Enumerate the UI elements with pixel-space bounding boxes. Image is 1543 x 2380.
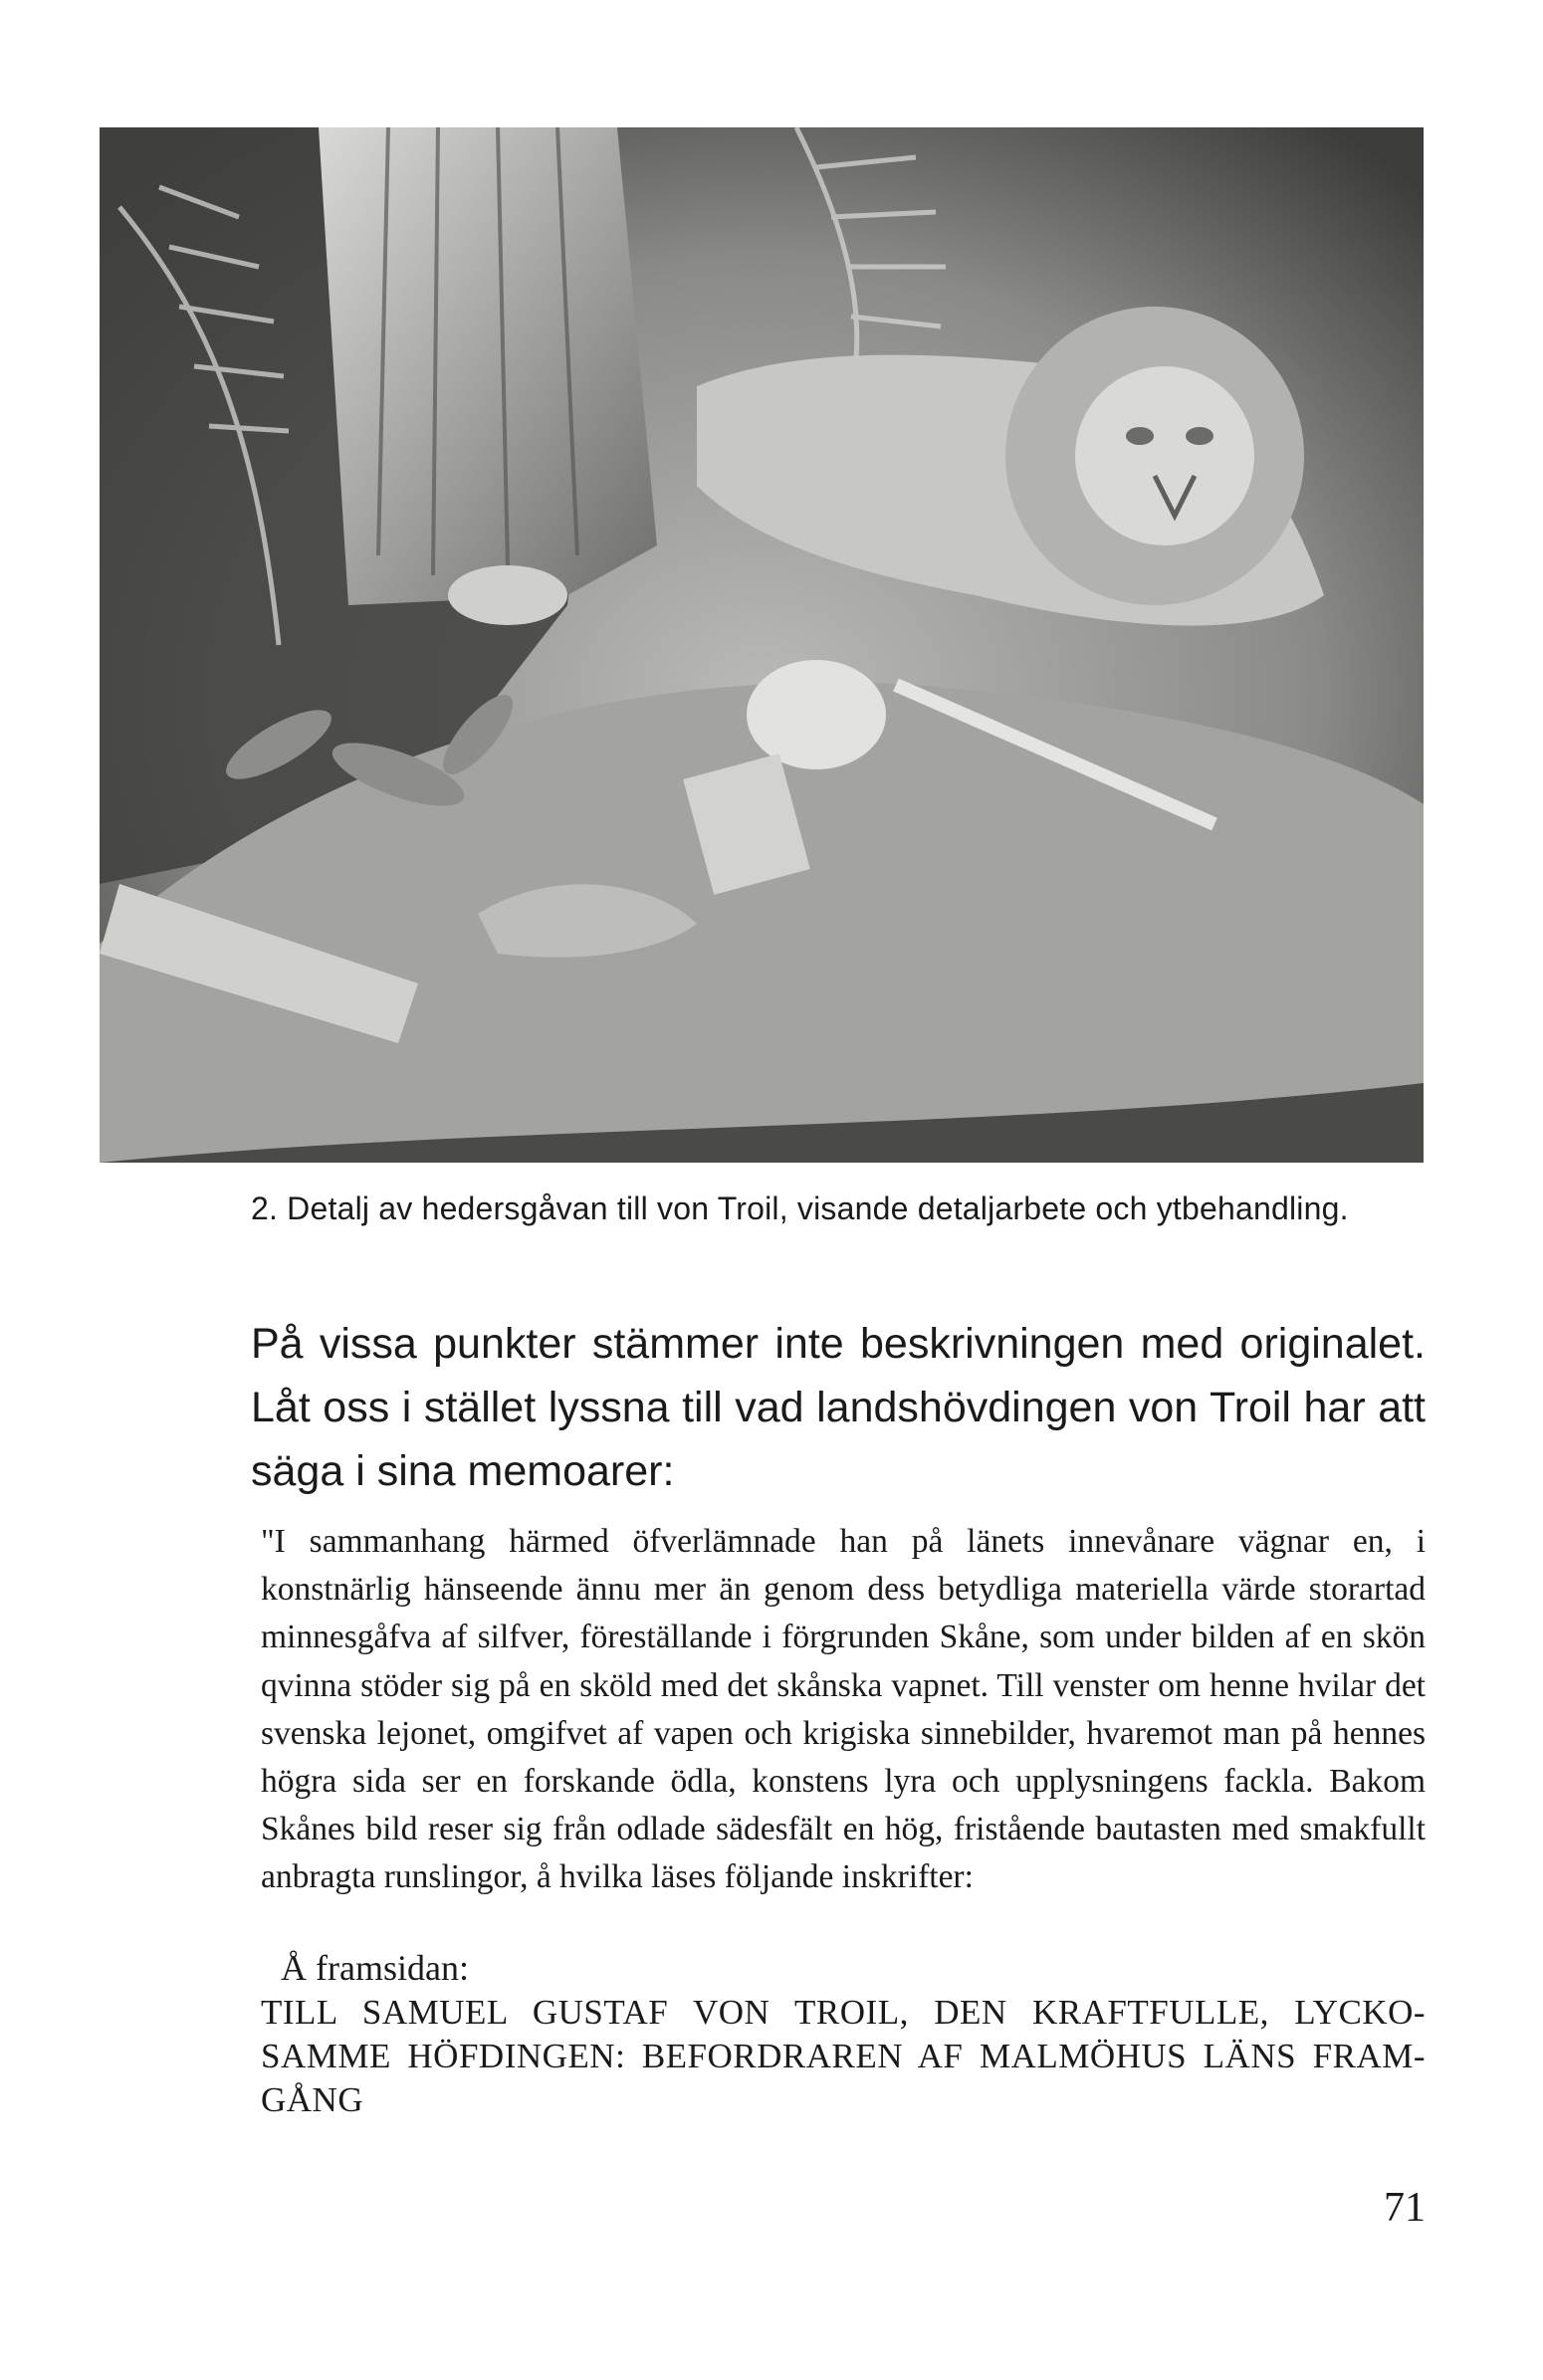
inscription-text: TILL SAMUEL GUSTAF VON TROIL, DEN KRAFTFULLE, LYCKO-SAMME HÖFDINGEN: BEFORDRAREN AF MALMÖHUS LÄNS FRAM-GÅNG — [261, 1993, 1426, 2119]
memoir-quote: "I sammanhang härmed öfverlämnade han på länets innevånare vägnar en, i konstnärlig hänseende ännu mer än genom dess betydliga materiella värde storartad minnesgåfva af silfver, föreställande i förgrunden Skåne, som under bilden af en skön qvinna stöder sig på en sköld med det skånska vapnet. Till venster om henne hvilar det svenska lejonet, omgifvet af vapen och krigiska sinnebilder, hvaremot man på hennes högra sida ser en forskande ödla, konstens lyra och upplysningens fackla. Bakom Skånes bild reser sig från odlade sädesfält en hög, fristående bautasten med smakfullt anbragta runslingor, å hvilka läses följande inskrifter: — [261, 1523, 1426, 1896]
figure-caption: 2. Detalj av hedersgåvan till von Troil, visande detaljarbete och ytbehandling. — [251, 1190, 1349, 1226]
inscription-side-label: Å framsidan: — [281, 1948, 469, 1988]
lead-paragraph: På vissa punkter stämmer inte beskrivningen med originalet. Låt oss i stället lyssna till vad landshövdingen von Troil har att säga i sina memoarer: — [251, 1320, 1426, 1495]
page-number: 71 — [1384, 2185, 1426, 2231]
sculpture-photo — [100, 127, 1424, 1163]
silver-sculpture-photo-icon — [100, 127, 1424, 1163]
